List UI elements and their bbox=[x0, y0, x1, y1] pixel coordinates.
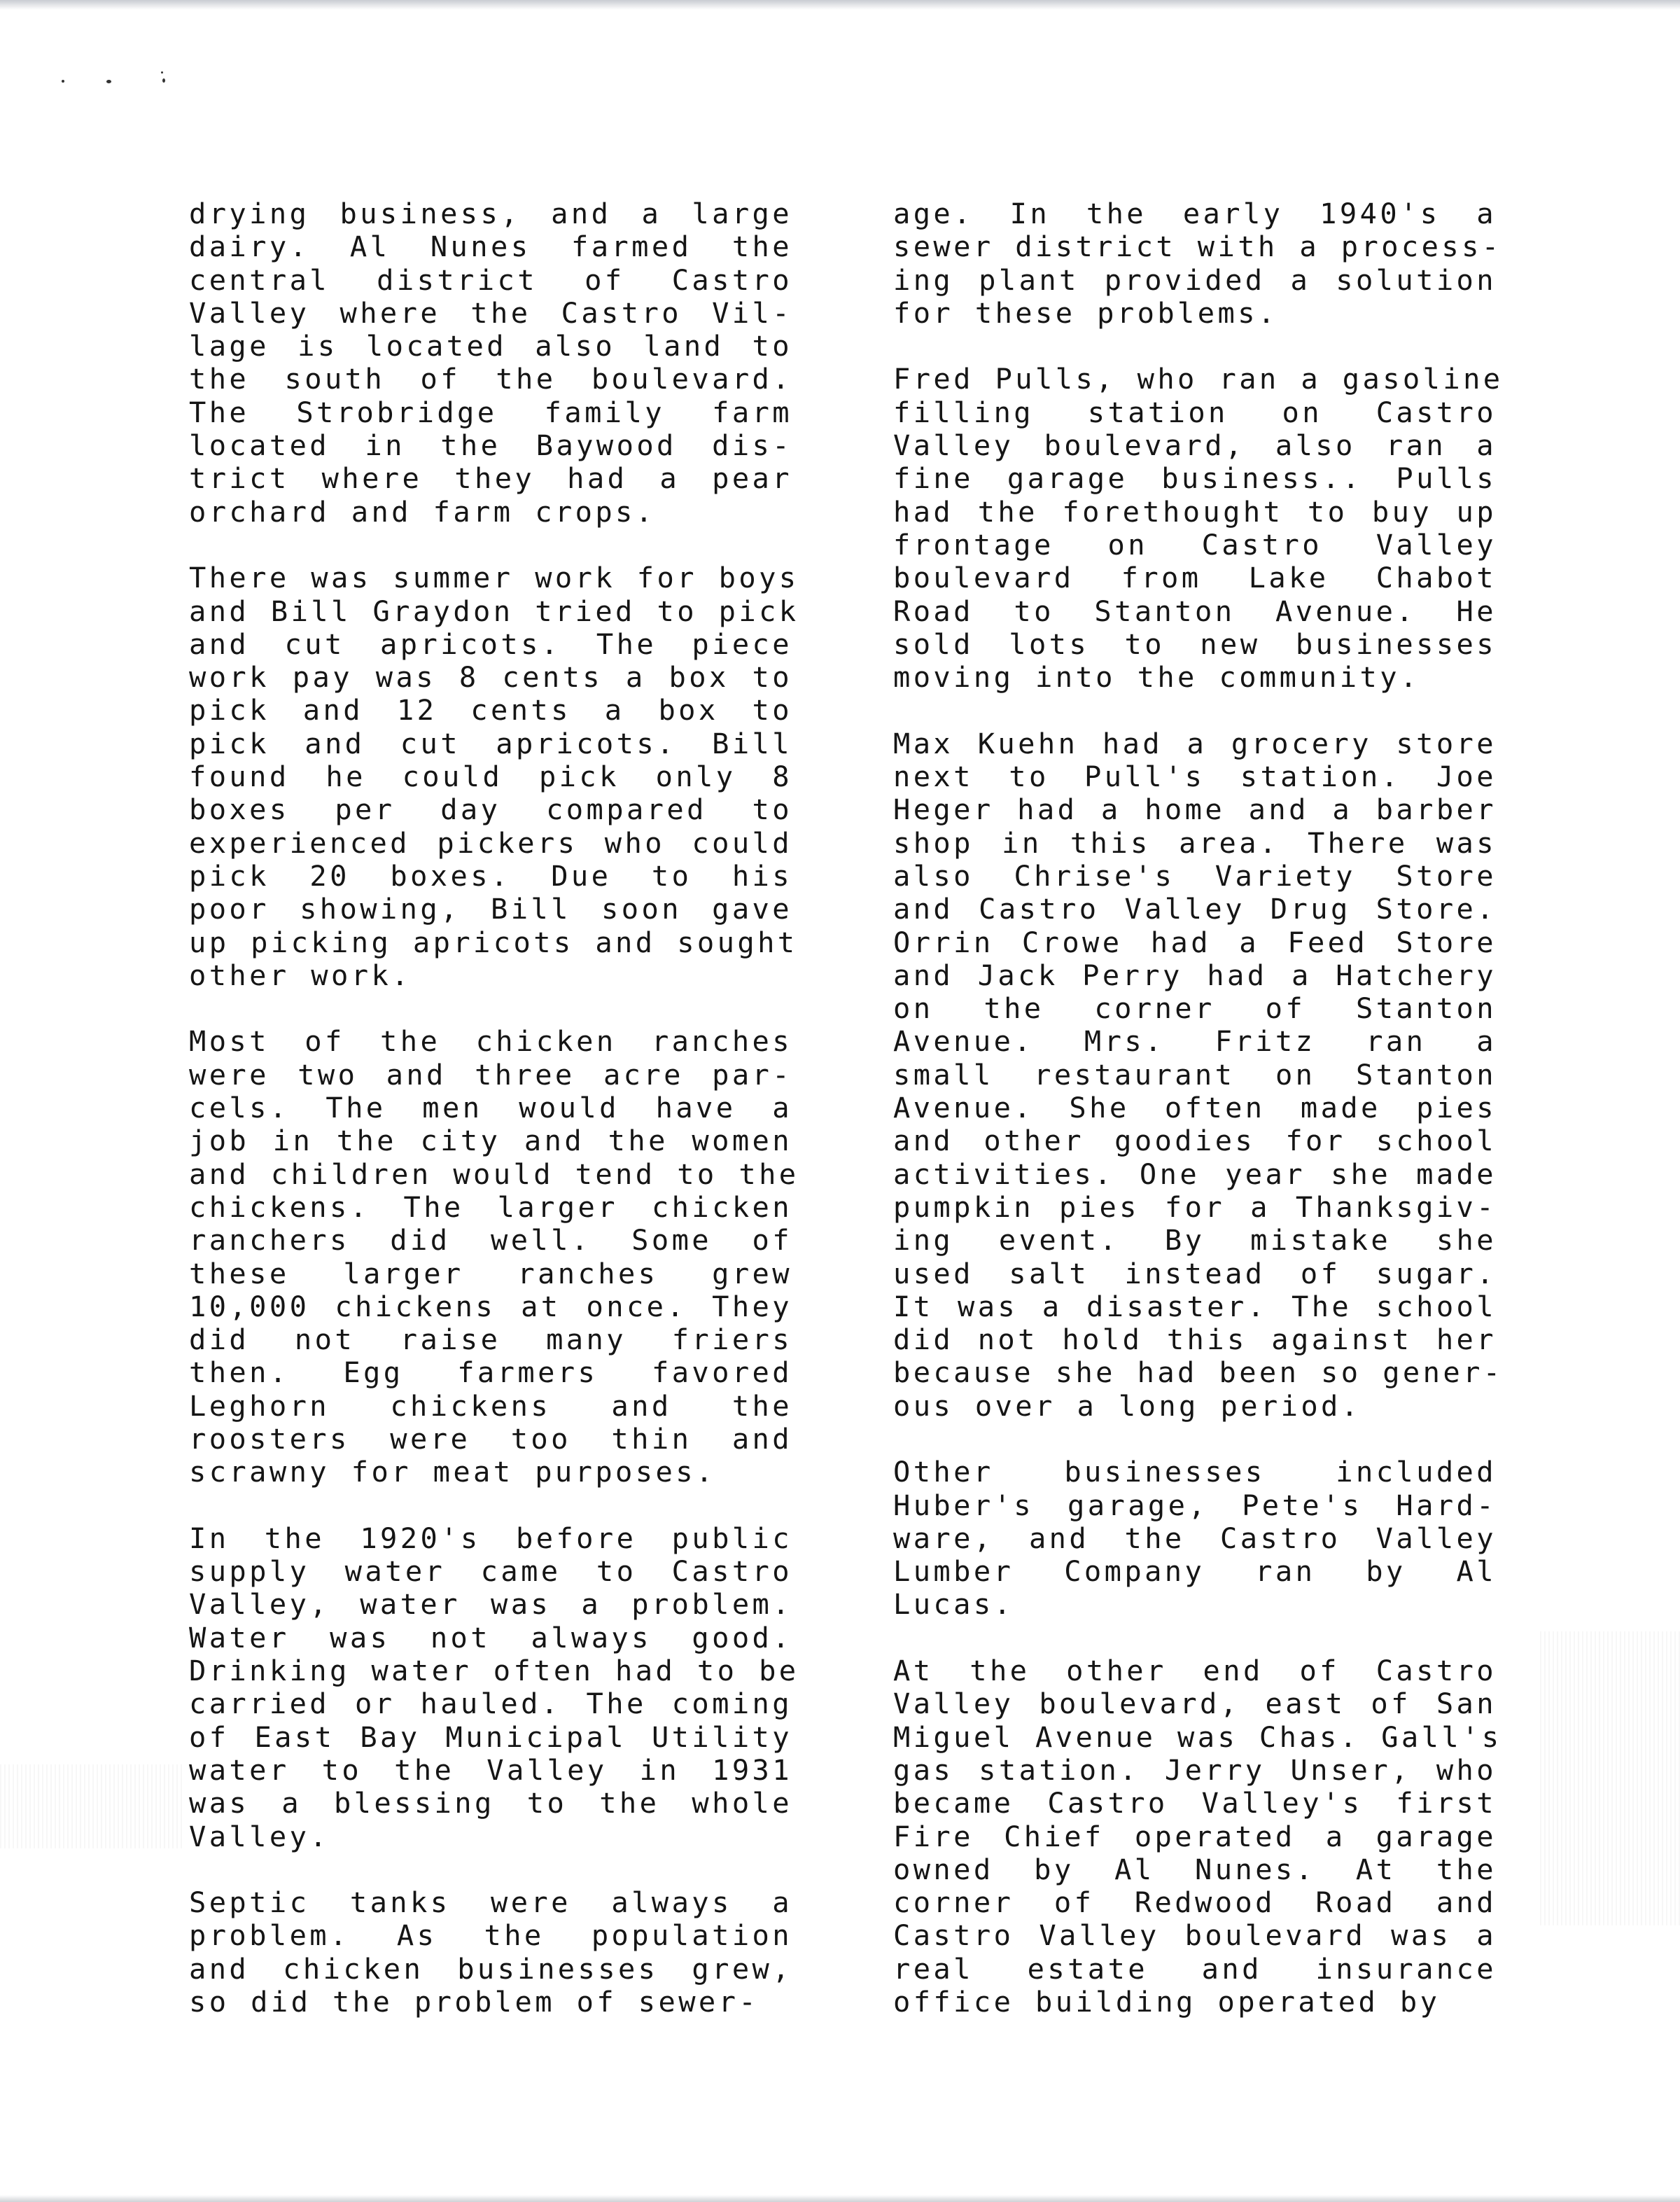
text-line: these larger ranches grew bbox=[189, 1256, 792, 1290]
text-line: Lumber Company ran by Al bbox=[893, 1554, 1497, 1589]
text-line: shop in this area. There was bbox=[893, 825, 1497, 860]
text-line: ing event. By mistake she bbox=[893, 1223, 1497, 1257]
text-line: pick and 12 cents a box to bbox=[189, 693, 792, 727]
text-line: were two and three acre par- bbox=[189, 1057, 792, 1092]
text-line: Other businesses included bbox=[893, 1455, 1497, 1489]
text-line: pumpkin pies for a Thanksgiv- bbox=[893, 1190, 1497, 1224]
text-line: Valley, water was a problem. bbox=[189, 1587, 792, 1622]
paragraph bbox=[189, 197, 792, 529]
right-text-column bbox=[893, 197, 1504, 2052]
text-line: and Castro Valley Drug Store. bbox=[893, 892, 1497, 926]
text-line: activities. One year she made bbox=[893, 1157, 1497, 1191]
paragraph bbox=[189, 1521, 799, 1853]
paragraph bbox=[893, 197, 1502, 330]
text-line: Drinking water often had to be bbox=[189, 1654, 799, 1688]
text-line: and chicken businesses grew, bbox=[189, 1951, 792, 1986]
text-line: Road to Stanton Avenue. He bbox=[893, 594, 1497, 628]
text-line: found he could pick only 8 bbox=[189, 760, 792, 794]
text-line: for these problems. bbox=[893, 295, 1278, 330]
text-line: so did the problem of sewer- bbox=[189, 1985, 760, 2019]
text-line: sewer district with a process- bbox=[893, 230, 1502, 264]
text-line: filling station on Castro bbox=[893, 395, 1497, 429]
text-line: also Chrise's Variety Store bbox=[893, 858, 1497, 893]
text-line: and Jack Perry had a Hatchery bbox=[893, 958, 1497, 992]
text-line: Orrin Crowe had a Feed Store bbox=[893, 925, 1497, 959]
paragraph bbox=[893, 1654, 1502, 2019]
text-line: problem. As the population bbox=[189, 1918, 792, 1953]
text-line: 10,000 chickens at once. They bbox=[189, 1289, 792, 1323]
text-line: corner of Redwood Road and bbox=[893, 1886, 1497, 1920]
text-line: Valley boulevard, east of San bbox=[893, 1687, 1497, 1721]
text-line: used salt instead of sugar. bbox=[893, 1256, 1497, 1290]
text-line: supply water came to Castro bbox=[189, 1554, 792, 1589]
text-line: small restaurant on Stanton bbox=[893, 1057, 1497, 1092]
paragraph bbox=[893, 362, 1504, 695]
text-line: boxes per day compared to bbox=[189, 793, 792, 827]
text-line: and other goodies for school bbox=[893, 1124, 1497, 1158]
text-line: ous over a long period. bbox=[893, 1388, 1362, 1423]
text-line: because she had been so gener- bbox=[893, 1356, 1504, 1390]
text-line: age. In the early 1940's a bbox=[893, 197, 1497, 230]
text-line: was a blessing to the whole bbox=[189, 1786, 792, 1820]
scan-edge-bottom bbox=[0, 2195, 1680, 2202]
text-line: had the forethought to buy up bbox=[893, 494, 1497, 529]
text-line: Heger had a home and a barber bbox=[893, 793, 1497, 827]
text-line: central district of Castro bbox=[189, 263, 792, 297]
text-line: drying business, and a large bbox=[189, 197, 792, 230]
text-line: owned by Al Nunes. At the bbox=[893, 1852, 1497, 1886]
text-line: poor showing, Bill soon gave bbox=[189, 892, 792, 926]
text-line: real estate and insurance bbox=[893, 1951, 1497, 1986]
text-line: then. Egg farmers favored bbox=[189, 1356, 792, 1390]
text-line: became Castro Valley's first bbox=[893, 1786, 1497, 1820]
text-line: Water was not always good. bbox=[189, 1620, 792, 1654]
text-line: carried or hauled. The coming bbox=[189, 1687, 792, 1721]
text-line: Max Kuehn had a grocery store bbox=[893, 726, 1497, 760]
paragraph bbox=[893, 726, 1504, 1423]
text-line: Valley where the Castro Vil- bbox=[189, 295, 792, 330]
text-line: Fire Chief operated a garage bbox=[893, 1819, 1497, 1853]
text-line: Leghorn chickens and the bbox=[189, 1388, 792, 1423]
text-line: Castro Valley boulevard was a bbox=[893, 1918, 1497, 1953]
text-line: pick 20 boxes. Due to his bbox=[189, 858, 792, 893]
text-line: Septic tanks were always a bbox=[189, 1886, 792, 1920]
text-line: dairy. Al Nunes farmed the bbox=[189, 230, 792, 264]
text-line: In the 1920's before public bbox=[189, 1521, 792, 1555]
text-line: located in the Baywood dis- bbox=[189, 428, 792, 463]
text-line: on the corner of Stanton bbox=[893, 991, 1497, 1026]
text-line: There was summer work for boys bbox=[189, 561, 799, 595]
scan-edge-top bbox=[0, 0, 1680, 10]
text-line: other work. bbox=[189, 958, 412, 992]
text-line: boulevard from Lake Chabot bbox=[893, 561, 1497, 595]
text-line: Huber's garage, Pete's Hard- bbox=[893, 1488, 1497, 1522]
paragraph bbox=[189, 1886, 792, 2019]
text-line: frontage on Castro Valley bbox=[893, 527, 1497, 562]
text-line: and Bill Graydon tried to pick bbox=[189, 594, 799, 628]
text-line: work pay was 8 cents a box to bbox=[189, 660, 792, 695]
text-line: did not raise many friers bbox=[189, 1323, 792, 1357]
text-line: The Strobridge family farm bbox=[189, 395, 792, 429]
text-line: chickens. The larger chicken bbox=[189, 1190, 792, 1224]
text-line: job in the city and the women bbox=[189, 1124, 792, 1158]
text-line: scrawny for meat purposes. bbox=[189, 1455, 716, 1489]
text-line: gas station. Jerry Unser, who bbox=[893, 1752, 1497, 1787]
text-line: did not hold this against her bbox=[893, 1323, 1497, 1357]
paragraph bbox=[893, 1456, 1497, 1621]
text-line: Miguel Avenue was Chas. Gall's bbox=[893, 1720, 1502, 1754]
text-line: Avenue. She often made pies bbox=[893, 1091, 1497, 1125]
left-text-column bbox=[189, 197, 799, 2052]
text-line: of East Bay Municipal Utility bbox=[189, 1720, 792, 1754]
text-line: office building operated by bbox=[893, 1985, 1441, 2019]
text-line: trict where they had a pear bbox=[189, 461, 792, 496]
scan-specks bbox=[56, 70, 196, 98]
text-line: Most of the chicken ranches bbox=[189, 1024, 792, 1059]
text-line: next to Pull's station. Joe bbox=[893, 760, 1497, 794]
text-line: pick and cut apricots. Bill bbox=[189, 726, 792, 760]
text-line: fine garage business.. Pulls bbox=[893, 461, 1497, 496]
text-line: Fred Pulls, who ran a gasoline bbox=[893, 362, 1504, 396]
text-line: Valley boulevard, also ran a bbox=[893, 428, 1497, 463]
text-line: up picking apricots and sought bbox=[189, 925, 798, 959]
paragraph bbox=[189, 561, 799, 992]
text-line: orchard and farm crops. bbox=[189, 494, 656, 529]
text-line: Valley. bbox=[189, 1819, 330, 1853]
scan-smudge-left bbox=[0, 1764, 182, 1848]
text-line: At the other end of Castro bbox=[893, 1654, 1497, 1688]
text-line: ranchers did well. Some of bbox=[189, 1223, 792, 1257]
text-line: moving into the community. bbox=[893, 660, 1420, 695]
scan-smudge-right bbox=[1540, 1631, 1680, 1925]
text-line: and children would tend to the bbox=[189, 1157, 799, 1191]
text-line: water to the Valley in 1931 bbox=[189, 1752, 792, 1787]
text-line: cels. The men would have a bbox=[189, 1091, 792, 1125]
text-line: roosters were too thin and bbox=[189, 1421, 792, 1456]
text-line: ware, and the Castro Valley bbox=[893, 1521, 1497, 1555]
text-line: experienced pickers who could bbox=[189, 825, 792, 860]
text-line: the south of the boulevard. bbox=[189, 362, 792, 396]
paragraph bbox=[189, 1024, 799, 1489]
text-line: lage is located also land to bbox=[189, 329, 792, 363]
text-line: Lucas. bbox=[893, 1587, 1014, 1622]
text-line: ing plant provided a solution bbox=[893, 263, 1497, 297]
text-line: and cut apricots. The piece bbox=[189, 627, 792, 661]
text-line: It was a disaster. The school bbox=[893, 1289, 1497, 1323]
text-line: Avenue. Mrs. Fritz ran a bbox=[893, 1024, 1497, 1059]
text-line: sold lots to new businesses bbox=[893, 627, 1497, 661]
